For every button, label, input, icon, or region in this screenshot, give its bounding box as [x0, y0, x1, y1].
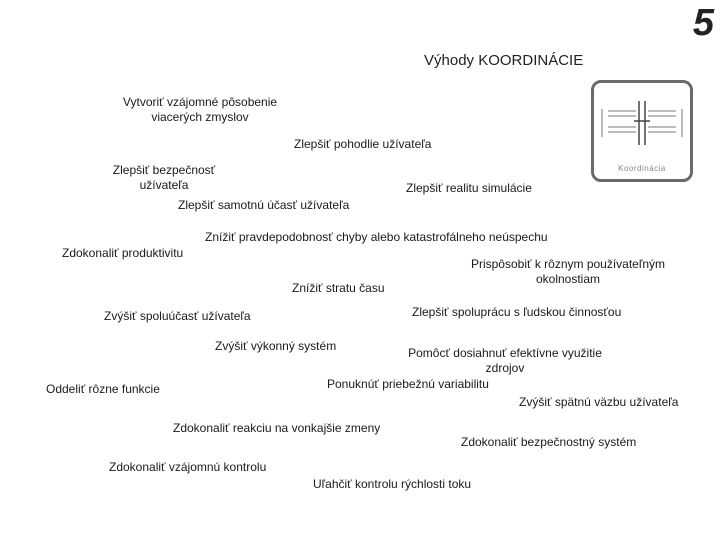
slide-title: Výhody KOORDINÁCIE: [424, 52, 584, 69]
benefit-item: Ponuknúť priebežnú variabilitu: [327, 377, 489, 391]
benefit-item: Vytvoriť vzájomné pôsobenie viacerých zmyslov: [122, 95, 278, 124]
benefit-item: Zdokonaliť vzájomnú kontrolu: [109, 460, 267, 474]
page-number: 5: [692, 2, 714, 44]
benefit-item: Znížiť stratu času: [292, 281, 385, 295]
benefit-item: Zdokonaliť produktivitu: [62, 246, 184, 260]
benefit-item: Zlepšiť realitu simulácie: [406, 181, 532, 195]
benefit-item: Zvýšiť spoluúčasť užívateľa: [104, 309, 251, 323]
benefit-item: Pomôcť dosiahnuť efektívne využitie zdrojov: [408, 346, 602, 375]
logo-caption: Koordinácia: [618, 164, 666, 173]
benefit-item: Zlepšiť bezpečnosť užívateľa: [112, 163, 216, 192]
benefit-item: Znížiť pravdepodobnosť chyby alebo katastrofálneho neúspechu: [205, 230, 548, 244]
benefit-item: Zlepšiť pohodlie užívateľa: [294, 137, 432, 151]
coordination-logo-icon: [594, 83, 690, 163]
benefit-item: Uľahčiť kontrolu rýchlosti toku: [313, 477, 472, 491]
benefit-item: Oddeliť rôzne funkcie: [46, 382, 160, 396]
coordination-logo-box: [591, 80, 693, 182]
benefit-item: Zlepšiť spoluprácu s ľudskou činnosťou: [412, 305, 622, 319]
benefit-item: Prispôsobiť k rôznym používateľným okolnostiam: [470, 257, 666, 286]
benefit-item: Zdokonaliť bezpečnostný systém: [461, 435, 637, 449]
benefit-item: Zvýšiť výkonný systém: [215, 339, 337, 353]
benefit-item: Zlepšiť samotnú účasť užívateľa: [178, 198, 350, 212]
benefit-item: Zdokonaliť reakciu na vonkajšie zmeny: [173, 421, 381, 435]
benefit-item: Zvýšiť spätnú väzbu užívateľa: [519, 395, 679, 409]
